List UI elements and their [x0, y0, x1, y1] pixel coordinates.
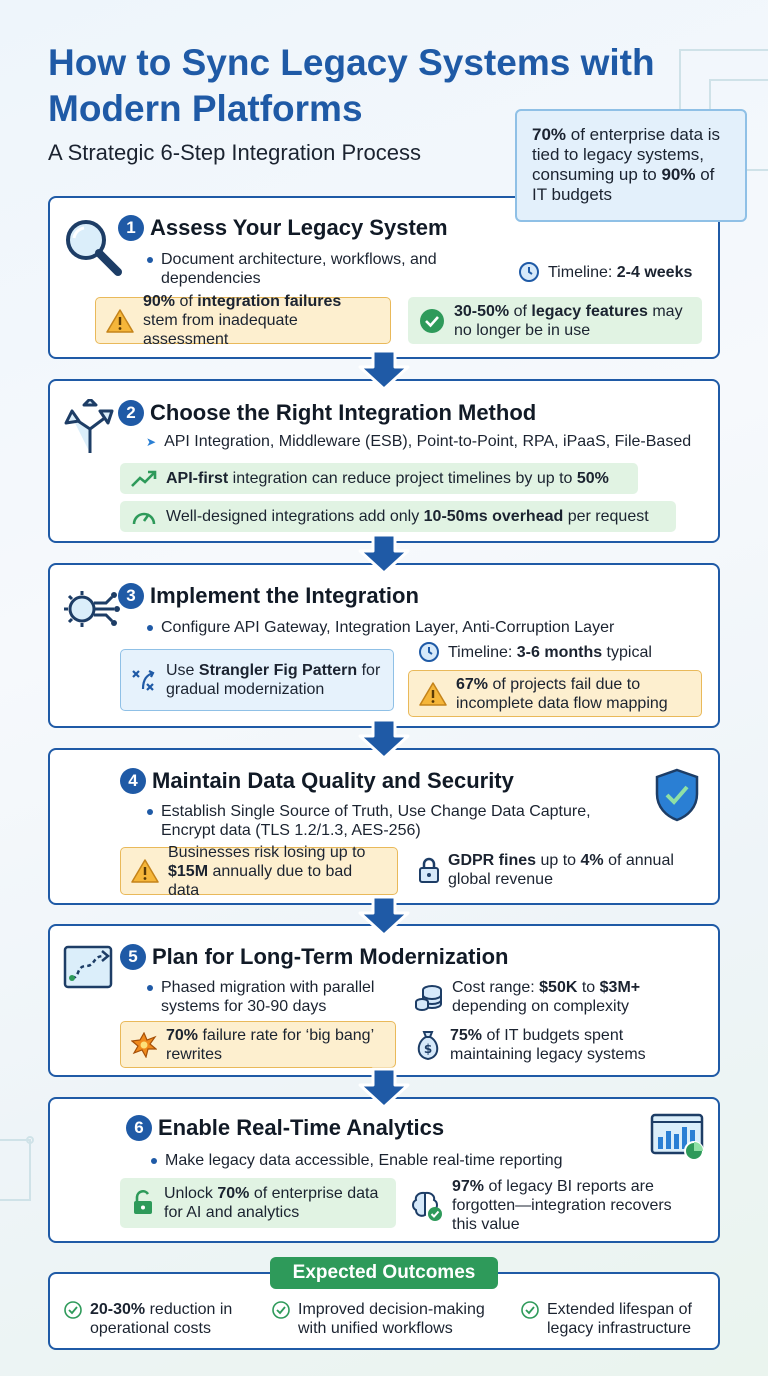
money-bag-icon	[414, 1029, 442, 1061]
warning-icon	[131, 858, 159, 884]
failure-stat-box: 90% of integration failures stem from inadequate assessment	[95, 297, 391, 344]
clock-icon	[518, 261, 540, 283]
pattern-icon	[131, 667, 157, 693]
step-number: 1	[118, 215, 144, 241]
step-bullet: Document architecture, workflows, and dependencies	[161, 250, 441, 288]
step-title: Assess Your Legacy System	[150, 215, 448, 240]
magnifier-icon	[62, 216, 124, 278]
timeline-info: Timeline: 2-4 weeks	[518, 261, 692, 283]
expected-outcomes-label: Expected Outcomes	[270, 1257, 498, 1289]
flow-arrow-down-icon	[356, 533, 412, 575]
step-title: Implement the Integration	[150, 583, 419, 608]
step-title: Enable Real-Time Analytics	[158, 1115, 445, 1140]
bad-data-warning-box: Businesses risk losing up to $15M annually due to bad data	[120, 847, 398, 895]
step-6-card	[48, 1097, 720, 1243]
step-title: Choose the Right Integration Method	[150, 400, 537, 425]
page-title: How to Sync Legacy Systems with Modern Platforms	[48, 42, 655, 129]
lock-icon	[418, 857, 440, 883]
flow-arrow-down-icon	[356, 349, 412, 391]
step-4-card	[48, 748, 720, 905]
flow-arrow-down-icon	[356, 1067, 412, 1109]
dashboard-chart-icon	[650, 1111, 706, 1163]
step-bullet: Make legacy data accessible, Enable real-time reporting	[165, 1152, 563, 1169]
strangler-pattern-box: Use Strangler Fig Pattern for gradual modernization	[120, 649, 394, 711]
trend-up-icon	[131, 470, 157, 488]
svg-text:$: $	[423, 1042, 433, 1056]
flow-arrow-down-icon	[356, 718, 412, 760]
step-bullet: Phased migration with parallel systems for 30-90 days	[161, 978, 401, 1016]
warning-icon	[419, 681, 447, 707]
pointer-icon: ➤	[146, 435, 157, 449]
it-budget-info: $ 75% of IT budgets spent maintaining legacy systems	[414, 1026, 704, 1064]
speedometer-icon	[131, 507, 157, 527]
method-list: ➤ API Integration, Middleware (ESB), Point-to-Point, RPA, iPaaS, File-Based	[146, 433, 692, 450]
cost-range-info: Cost range: $50K to $3M+ depending on complexity	[414, 978, 704, 1016]
big-bang-warning-box: 70% failure rate for ‘big bang’ rewrites	[120, 1021, 396, 1068]
outcome-item: 20-30% reduction in operational costs	[64, 1300, 254, 1338]
coins-icon	[414, 982, 444, 1012]
shield-check-icon	[654, 768, 700, 822]
step-number: 6	[126, 1115, 152, 1141]
clock-icon	[418, 641, 440, 663]
step-bullet: Configure API Gateway, Integration Layer, Anti-Corruption Layer	[161, 619, 615, 636]
check-circle-icon	[64, 1301, 82, 1319]
step-number: 4	[120, 768, 146, 794]
overhead-stat-box: Well-designed integrations add only 10-50ms overhead per request	[120, 501, 676, 532]
step-5-card	[48, 924, 720, 1077]
page-subtitle: A Strategic 6-Step Integration Process	[48, 140, 421, 165]
step-number: 2	[118, 400, 144, 426]
step-title: Maintain Data Quality and Security	[152, 768, 514, 793]
step-3-card	[48, 563, 720, 728]
step-title: Plan for Long-Term Modernization	[152, 944, 509, 969]
unlock-data-box: Unlock 70% of enterprise data for AI and analytics	[120, 1178, 396, 1228]
bi-reports-info: 97% of legacy BI reports are forgotten—integration recovers this value	[410, 1177, 700, 1234]
outcome-item: Extended lifespan of legacy infrastructure	[521, 1300, 711, 1338]
step-bullet: Establish Single Source of Truth, Use Change Data Capture, Encrypt data (TLS 1.2/1.3, AES-256)	[161, 802, 631, 840]
legacy-data-callout: 70% of enterprise data is tied to legacy systems, consuming up to 90% of IT budgets	[515, 109, 747, 222]
explosion-icon	[131, 1032, 157, 1058]
gdpr-fines-info: GDPR fines up to 4% of annual global revenue	[418, 851, 708, 889]
step-number: 3	[118, 583, 144, 609]
api-first-stat-box: API-first integration can reduce project timelines by up to 50%	[120, 463, 638, 494]
step-number: 5	[120, 944, 146, 970]
flow-arrow-down-icon	[356, 895, 412, 937]
gear-circuit-icon	[60, 579, 120, 639]
brain-check-icon	[410, 1189, 444, 1223]
check-circle-icon	[521, 1301, 539, 1319]
timeline-info: Timeline: 3-6 months typical	[418, 641, 652, 663]
outcome-item: Improved decision-making with unified workflows	[272, 1300, 502, 1338]
roadmap-icon	[62, 942, 114, 992]
unused-features-box: 30-50% of legacy features may no longer be in use	[408, 297, 702, 344]
data-flow-warning-box: 67% of projects fail due to incomplete data flow mapping	[408, 670, 702, 717]
step-2-card	[48, 379, 720, 543]
split-arrows-icon	[62, 399, 118, 455]
check-circle-icon	[272, 1301, 290, 1319]
check-circle-icon	[419, 308, 445, 334]
warning-icon	[106, 308, 134, 334]
unlock-icon	[131, 1190, 155, 1216]
